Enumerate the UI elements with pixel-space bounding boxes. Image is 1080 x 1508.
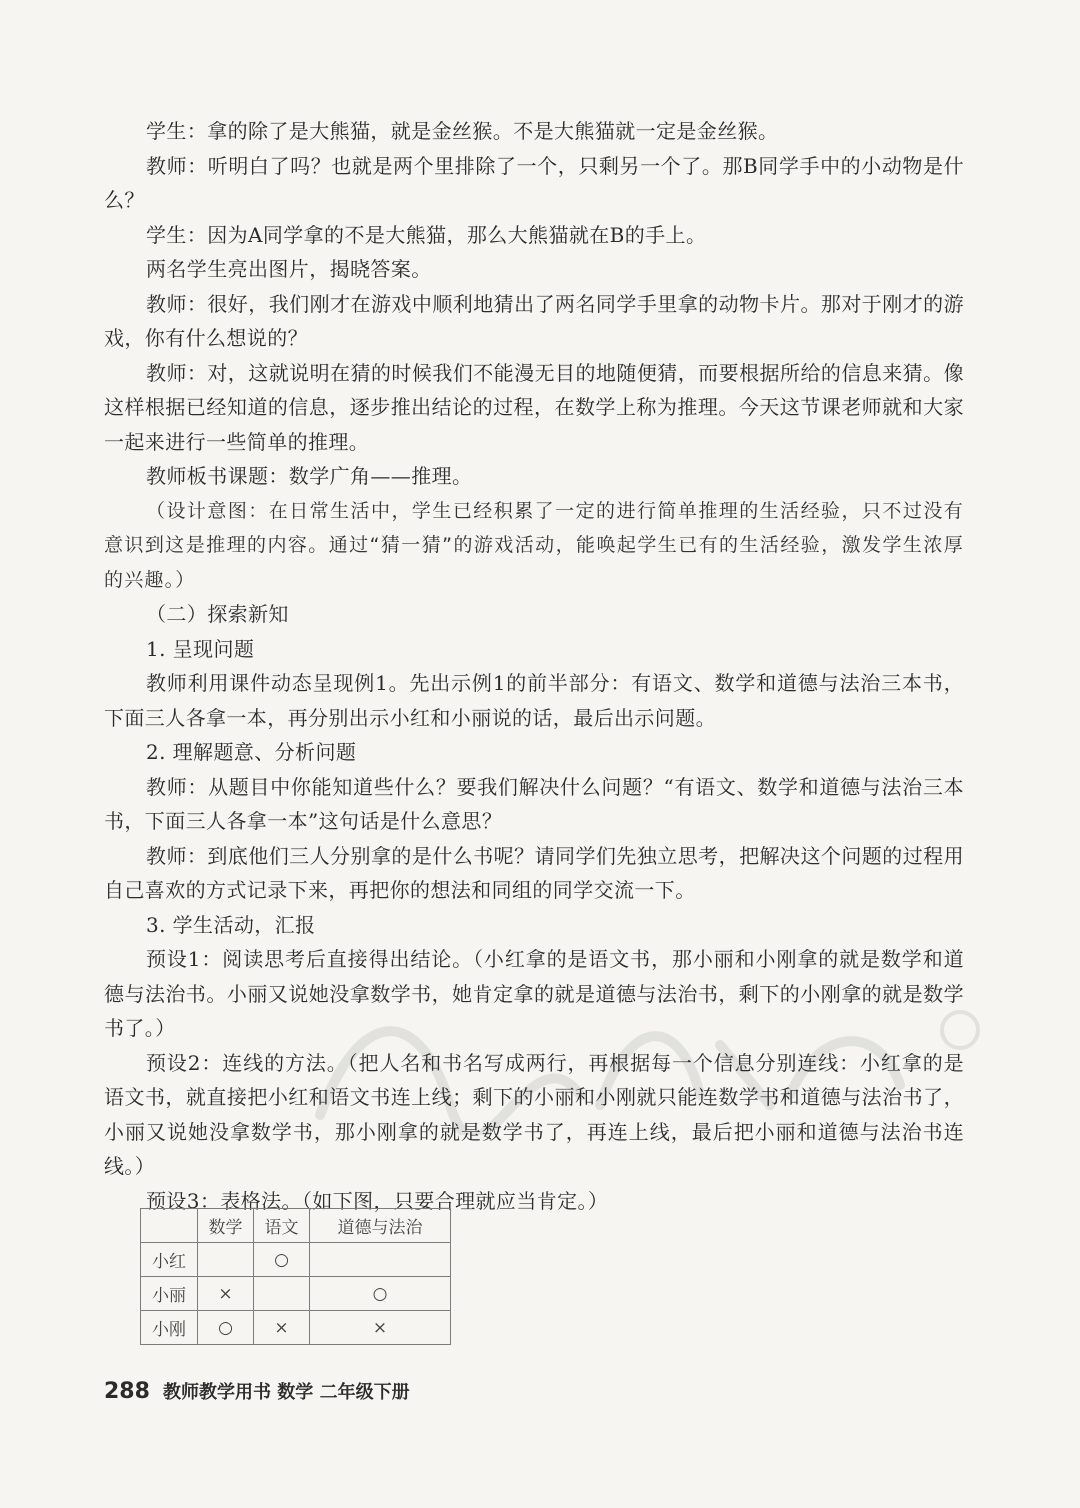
- subheading-present-problem: 1. 呈现问题: [146, 636, 255, 661]
- table-header-cell: 语文: [254, 1209, 310, 1243]
- paragraph-teacher-explain-reasoning: 教师：对，这就说明在猜的时候我们不能漫无目的地随便猜，而要根据所给的信息来猜。像这样根据已经知道的信息，逐步推出结论的过程，在数学上称为推理。今天这节课老师就和大家一起来进行一些简单的推理。: [104, 360, 964, 454]
- table-header-cell: 道德与法治: [310, 1209, 451, 1243]
- table-cell: ×: [310, 1311, 451, 1345]
- reasoning-table: [140, 1208, 451, 1345]
- subheading-understand-problem: 2. 理解题意、分析问题: [146, 740, 357, 764]
- table-row: [141, 1277, 451, 1311]
- table-row: [141, 1243, 451, 1277]
- paragraph-teacher-question-2: 教师：从题目中你能知道些什么？要我们解决什么问题？“有语文、数学和道德与法治三本书，下面三人各拿一本”这句话是什么意思？: [104, 774, 964, 833]
- table-cell: [254, 1277, 310, 1311]
- table-cell: ○: [310, 1277, 451, 1311]
- paragraph-teacher-question-1: 教师：听明白了吗？也就是两个里排除了一个，只剩另一个了。那B同学手中的小动物是什么？: [104, 153, 964, 212]
- paragraph-teacher-question-3: 教师：到底他们三人分别拿的是什么书呢？请同学们先独立思考，把解决这个问题的过程用自己喜欢的方式记录下来，再把你的想法和同组的同学交流一下。: [104, 843, 964, 902]
- table-cell: 小丽: [141, 1277, 198, 1311]
- section-heading-explore: （二）探索新知: [146, 602, 289, 626]
- paragraph-design-intent: （设计意图：在日常生活中，学生已经积累了一定的进行简单推理的生活经验，只不过没有意识到这是推理的内容。通过“猜一猜”的游戏活动，能唤起学生已有的生活经验，激发学生浓厚的兴趣。）: [104, 499, 964, 591]
- paragraph-teacher-praise: 教师：很好，我们刚才在游戏中顺利地猜出了两名同学手里拿的动物卡片。那对于刚才的游戏，你有什么想说的？: [104, 291, 964, 350]
- table-cell: 小红: [141, 1243, 198, 1277]
- page-footer: [104, 1378, 410, 1404]
- table-cell: 小刚: [141, 1311, 198, 1345]
- table-cell: ○: [254, 1243, 310, 1277]
- table-header-cell: [141, 1209, 198, 1243]
- paragraph-preset-2: 预设2：连线的方法。（把人名和书名写成两行，再根据每一个信息分别连线：小红拿的是语文书，就直接把小红和语文书连上线；剩下的小丽和小刚就只能连数学书和道德与法治书了，小丽又说她没拿数学书，那小刚拿的就是数学书了，再连上线，最后把小丽和道德与法治书连线。）: [104, 1050, 964, 1178]
- page-number: 288: [104, 1379, 150, 1404]
- book-title: 教师教学用书 数学 二年级下册: [163, 1382, 410, 1403]
- table-cell: ×: [198, 1277, 254, 1311]
- table-cell: [310, 1243, 451, 1277]
- paragraph-board-title: 教师板书课题：数学广角——推理。: [146, 464, 473, 488]
- subheading-student-activity: 3. 学生活动，汇报: [146, 912, 316, 937]
- table-cell: [198, 1243, 254, 1277]
- table-row: [141, 1311, 451, 1345]
- table-header-cell: 数学: [198, 1209, 254, 1243]
- paragraph-preset-1: 预设1：阅读思考后直接得出结论。（小红拿的是语文书，那小丽和小刚拿的就是数学和道德与法治书。小丽又说她没拿数学书，她肯定拿的就是道德与法治书，剩下的小刚拿的就是数学书了。）: [104, 947, 964, 1040]
- paragraph-student-answer-2: 学生：因为A同学拿的不是大熊猫，那么大熊猫就在B的手上。: [146, 222, 707, 247]
- paragraph-present-example: 教师利用课件动态呈现例1。先出示例1的前半部分：有语文、数学和道德与法治三本书，下面三人各拿一本，再分别出示小红和小丽说的话，最后出示问题。: [104, 671, 964, 730]
- paragraph-preset-3: 预设3：表格法。（如下图，只要合理就应当肯定。）: [146, 1188, 609, 1213]
- paragraph-reveal-answer: 两名学生亮出图片，揭晓答案。: [146, 257, 432, 281]
- table-cell: ○: [198, 1311, 254, 1345]
- table-cell: ×: [254, 1311, 310, 1345]
- body-text: [104, 114, 964, 1218]
- paragraph-student-answer-1: 学生：拿的除了是大熊猫，就是金丝猴。不是大熊猫就一定是金丝猴。: [146, 119, 779, 143]
- table-header-row: [141, 1209, 451, 1243]
